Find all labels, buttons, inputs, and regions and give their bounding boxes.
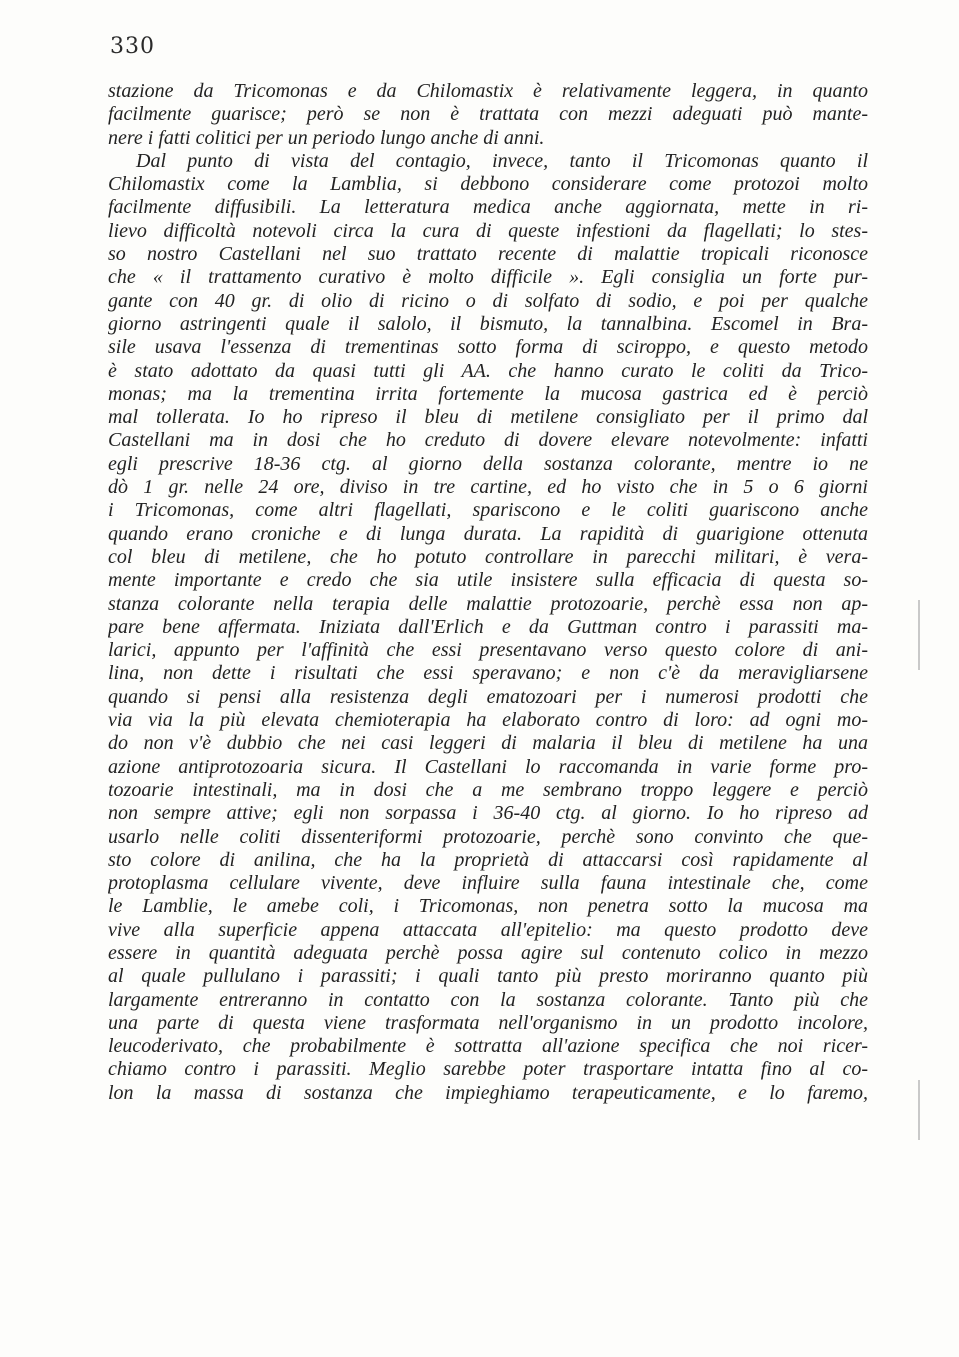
body-text bbox=[108, 80, 868, 1105]
text-line: lievo difficoltà notevoli circa la cura di queste infestioni da flagellati; lo stes- bbox=[108, 219, 868, 242]
text-line: nere i fatti colitici per un periodo lungo anche di anni. bbox=[108, 126, 545, 149]
text-line: chiamo contro i parassiti. Meglio sarebbe poter trasportare intatta fino al co- bbox=[108, 1058, 868, 1081]
text-line: mal tollerata. Io ho ripreso il bleu di metilene consigliato per il primo dal bbox=[108, 406, 868, 429]
text-line: gante con 40 gr. di olio di ricino o di solfato di sodio, e poi per qualche bbox=[108, 289, 868, 312]
text-line: quando erano croniche e di lunga durata. La rapidità di guarigione ottenuta bbox=[108, 522, 868, 545]
text-line: Castellani ma in dosi che ho creduto di dovere elevare notevolmente: infatti bbox=[108, 429, 868, 452]
text-line: via via la più elevata chemioterapia ha elaborato contro di loro: ad ogni mo- bbox=[108, 709, 868, 732]
text-line: facilmente diffusibili. La letteratura medica anche aggiornata, mette in ri- bbox=[108, 196, 868, 219]
text-line: quando si pensi alla resistenza degli ematozoari per i numerosi prodotti che bbox=[108, 685, 868, 708]
text-line: usarlo nelle coliti dissenteriformi protozoarie, perchè sono convinto che que- bbox=[108, 825, 868, 848]
text-line: col bleu di metilene, che ho potuto controllare in parecchi militari, è vera- bbox=[108, 545, 868, 568]
text-line: lon la massa di sostanza che impieghiamo terapeuticamente, e lo faremo, bbox=[108, 1081, 868, 1104]
text-line: Dal punto di vista del contagio, invece, tanto il Tricomonas quanto il bbox=[136, 149, 868, 172]
text-line: sto colore di anilina, che ha la proprietà di attaccarsi così rapidamente al bbox=[108, 848, 868, 871]
text-line: tozoarie intestinali, ma in dosi che a me sembrano troppo leggere e perciò bbox=[108, 778, 868, 801]
text-line: azione antiprotozoaria sicura. Il Castellani lo raccomanda in varie forme pro- bbox=[108, 755, 868, 778]
text-line: mente importante e credo che sia utile insistere sulla efficacia di questa so- bbox=[108, 569, 868, 592]
text-line: una parte di questa viene trasformata nell'organismo in un prodotto incolore, bbox=[108, 1011, 868, 1034]
text-line: essere in quantità adeguata perchè possa agire sul contenuto colico in mezzo bbox=[108, 941, 868, 964]
page-number: 330 bbox=[110, 34, 155, 59]
text-line: protoplasma cellulare vivente, deve influire sulla fauna intestinale che, come bbox=[108, 872, 868, 895]
text-line: le Lamblie, le amebe coli, i Tricomonas, non penetra sotto la mucosa ma bbox=[108, 895, 868, 918]
text-line: sile usava l'essenza di trementinas sotto forma di sciroppo, e questo metodo bbox=[108, 336, 868, 359]
text-line: do non v'è dubbio che nei casi leggeri di malaria il bleu di metilene ha una bbox=[108, 732, 868, 755]
text-line: che « il trattamento curativo è molto difficile ». Egli consiglia un forte pur- bbox=[108, 266, 868, 289]
text-line: Chilomastix come la Lamblia, si debbono considerare come protozoi molto bbox=[108, 173, 868, 196]
text-line: pare bene affermata. Iniziata dall'Erlich e da Guttman contro i parassiti ma- bbox=[108, 615, 868, 638]
text-line: al quale pullulano i parassiti; i quali tanto più presto moriranno quanto più bbox=[108, 965, 868, 988]
text-line: dò 1 gr. nelle 24 ore, diviso in tre cartine, ed ho visto che in 5 o 6 giorni bbox=[108, 476, 868, 499]
text-line: non sempre attive; egli non sorpassa i 36-40 ctg. al giorno. Io ho ripreso ad bbox=[108, 802, 868, 825]
text-line: egli prescrive 18-36 ctg. al giorno della sostanza colorante, mentre io ne bbox=[108, 452, 868, 475]
text-line: largamente entreranno in contatto con la sostanza colorante. Tanto più che bbox=[108, 988, 868, 1011]
scan-edge-mark bbox=[918, 1080, 920, 1140]
text-line: i Tricomonas, come altri flagellati, spariscono e le coliti guariscono anche bbox=[108, 499, 868, 522]
text-line: leucoderivato, che probabilmente è sottratta all'azione specifica che noi ricer- bbox=[108, 1035, 868, 1058]
scan-edge-mark bbox=[918, 600, 920, 670]
text-line: larici, appunto per l'affinità che essi presentavano verso questo colore di ani- bbox=[108, 639, 868, 662]
text-line: è stato adottato da quasi tutti gli AA. che hanno curato le coliti da Trico- bbox=[108, 359, 868, 382]
text-line: stanza colorante nella terapia delle malattie protozoarie, perchè essa non ap- bbox=[108, 592, 868, 615]
text-line: facilmente guarisce; però se non è trattata con mezzi adeguati può mante- bbox=[108, 103, 868, 126]
text-line: lina, non dette i risultati che essi speravano; e non c'è da meravigliarsene bbox=[108, 662, 868, 685]
text-line: giorno astringenti quale il salolo, il bismuto, la tannalbina. Escomel in Bra- bbox=[108, 312, 868, 335]
text-line: stazione da Tricomonas e da Chilomastix è relativamente leggera, in quanto bbox=[108, 80, 868, 102]
text-line: so nostro Castellani nel suo trattato recente di malattie tropicali riconosce bbox=[108, 243, 868, 266]
text-line: vive alla superficie appena attaccata all'epitelio: ma questo prodotto deve bbox=[108, 918, 868, 941]
text-line: monas; ma la trementina irrita fortemente la mucosa gastrica ed è perciò bbox=[108, 382, 868, 405]
